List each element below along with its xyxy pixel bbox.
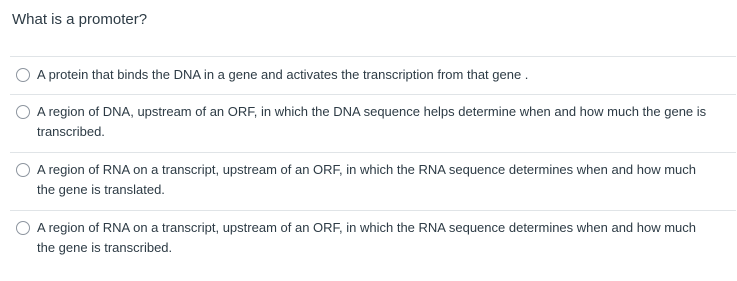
answer-label: A region of RNA on a transcript, upstream of an ORF, in which the RNA sequence determines when and how much the gene is transcribed.: [37, 220, 697, 255]
radio-button-icon[interactable]: [16, 163, 30, 177]
answer-label: A region of RNA on a transcript, upstream of an ORF, in which the RNA sequence determines when and how much the gene is translated.: [37, 162, 697, 197]
answer-option-1[interactable]: [10, 56, 736, 94]
radio-button-icon[interactable]: [16, 68, 30, 82]
question-text: What is a promoter?: [12, 11, 148, 28]
radio-button-icon[interactable]: [16, 105, 30, 119]
answer-option-3[interactable]: [10, 152, 736, 210]
answer-option-2[interactable]: [10, 94, 736, 152]
answer-option-4[interactable]: [10, 210, 736, 268]
answer-label: A protein that binds the DNA in a gene and activates the transcription from that gene .: [37, 67, 529, 82]
radio-button-icon[interactable]: [16, 221, 30, 235]
answer-label: A region of DNA, upstream of an ORF, in which the DNA sequence helps determine when and how much the gene is transcribed.: [37, 104, 707, 139]
answer-list: [10, 56, 736, 268]
